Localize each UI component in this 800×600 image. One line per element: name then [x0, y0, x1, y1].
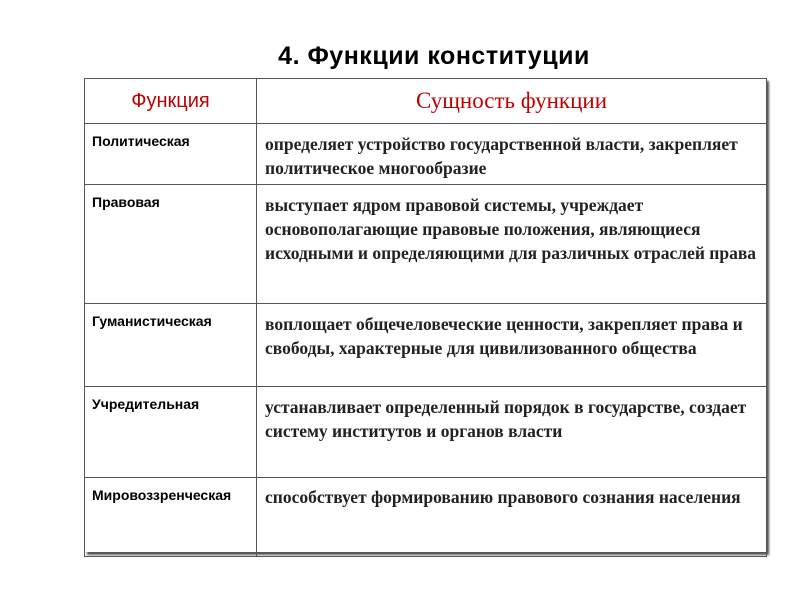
- table-row: [85, 124, 767, 185]
- table-row: [85, 478, 767, 557]
- function-description: выступает ядром правовой системы, учреждает основополагающие правовые положения, являющиеся исходными и определяющими для различных отраслей права: [257, 185, 767, 304]
- function-description: воплощает общечеловеческие ценности, закрепляет права и свободы, характерные для цивилизованного общества: [257, 304, 767, 387]
- function-name: Гуманистическая: [85, 304, 257, 387]
- function-name: Правовая: [85, 185, 257, 304]
- functions-table-container: [84, 78, 766, 552]
- function-name: Мировоззренческая: [85, 478, 257, 557]
- function-name: Политическая: [85, 124, 257, 185]
- function-description: устанавливает определенный порядок в государстве, создает систему институтов и органов власти: [257, 387, 767, 478]
- column-header-function: Функция: [85, 79, 257, 124]
- column-header-essence: Сущность функции: [257, 79, 767, 124]
- function-name: Учредительная: [85, 387, 257, 478]
- table-header-row: [85, 79, 767, 124]
- functions-table: [84, 78, 767, 557]
- function-description: определяет устройство государственной власти, закрепляет политическое многообразие: [257, 124, 767, 185]
- function-description: способствует формированию правового сознания населения: [257, 478, 767, 557]
- table-row: [85, 185, 767, 304]
- page-title: 4. Функции конституции: [278, 42, 590, 70]
- table-row: [85, 304, 767, 387]
- table-row: [85, 387, 767, 478]
